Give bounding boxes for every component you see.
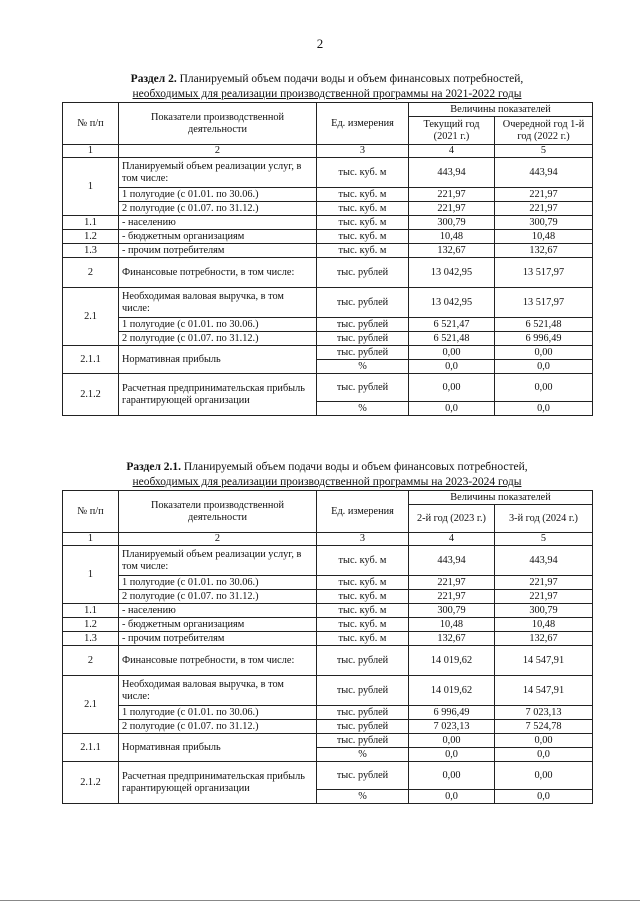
table-cell: 221,97: [495, 188, 593, 202]
table-cell: 13 042,95: [409, 288, 495, 318]
table-cell: 0,0: [409, 748, 495, 762]
table-cell: 2 полугодие (с 01.07. по 31.12.): [119, 720, 317, 734]
table-cell: тыс. рублей: [317, 374, 409, 402]
table-cell: %: [317, 360, 409, 374]
table-cell: 1 полугодие (с 01.01. по 30.06.): [119, 576, 317, 590]
table-cell: 2.1.2: [63, 762, 119, 804]
table-row: [63, 762, 593, 790]
table-cell: 4: [409, 533, 495, 546]
table-row: [63, 216, 593, 230]
table-cell: тыс. куб. м: [317, 618, 409, 632]
table-cell: 443,94: [409, 158, 495, 188]
table-cell: 1: [63, 533, 119, 546]
table-cell: - бюджетным организациям: [119, 618, 317, 632]
table-cell: 221,97: [495, 576, 593, 590]
table-cell: 6 521,48: [495, 318, 593, 332]
table-cell: 1.2: [63, 618, 119, 632]
table-cell: - прочим потребителям: [119, 244, 317, 258]
table-cell: 300,79: [495, 216, 593, 230]
table-cell: 13 042,95: [409, 258, 495, 288]
table-cell: 0,0: [409, 360, 495, 374]
table-row: [63, 576, 593, 590]
header-numbers-row: [63, 145, 593, 158]
table-cell: тыс. рублей: [317, 762, 409, 790]
table-cell: тыс. куб. м: [317, 632, 409, 646]
table-row: [63, 230, 593, 244]
table-cell: 7 023,13: [409, 720, 495, 734]
table-cell: 2.1.2: [63, 374, 119, 416]
table-cell: 1.3: [63, 244, 119, 258]
table-cell: 1 полугодие (с 01.01. по 30.06.): [119, 706, 317, 720]
table-cell: тыс. рублей: [317, 720, 409, 734]
table-cell: 132,67: [495, 244, 593, 258]
table-cell: 14 547,91: [495, 646, 593, 676]
table-cell: 2: [119, 145, 317, 158]
table-cell: тыс. куб. м: [317, 244, 409, 258]
table-cell: Нормативная прибыль: [119, 734, 317, 762]
table-cell: тыс. куб. м: [317, 216, 409, 230]
header-num: № п/п: [63, 491, 119, 533]
table-cell: тыс. куб. м: [317, 546, 409, 576]
table-cell: тыс. рублей: [317, 288, 409, 318]
table-cell: 132,67: [409, 632, 495, 646]
table-row: [63, 188, 593, 202]
table-cell: 1.2: [63, 230, 119, 244]
table-cell: 3: [317, 533, 409, 546]
indicators-table: [62, 490, 593, 804]
table-cell: Финансовые потребности, в том числе:: [119, 258, 317, 288]
table-cell: 6 996,49: [409, 706, 495, 720]
table-row: [63, 590, 593, 604]
section-2-1: [62, 460, 592, 804]
table-cell: 132,67: [495, 632, 593, 646]
table-cell: 0,00: [409, 734, 495, 748]
table-cell: тыс. куб. м: [317, 576, 409, 590]
table-cell: %: [317, 790, 409, 804]
table-cell: тыс. рублей: [317, 676, 409, 706]
table-cell: 221,97: [409, 590, 495, 604]
table-cell: тыс. куб. м: [317, 230, 409, 244]
table-row: [63, 318, 593, 332]
table-cell: 0,0: [495, 360, 593, 374]
table-cell: 443,94: [495, 546, 593, 576]
table-row: [63, 676, 593, 706]
table-cell: 6 996,49: [495, 332, 593, 346]
table-cell: 7 524,78: [495, 720, 593, 734]
table-cell: 10,48: [495, 230, 593, 244]
table-cell: 2: [119, 533, 317, 546]
table-cell: 0,00: [495, 762, 593, 790]
table-cell: тыс. рублей: [317, 706, 409, 720]
table-cell: 5: [495, 145, 593, 158]
header-indicator: Показатели производственной деятельности: [119, 491, 317, 533]
header-numbers-row: [63, 533, 593, 546]
page-bottom-rule: [0, 900, 640, 901]
table-cell: 221,97: [409, 188, 495, 202]
table-cell: тыс. куб. м: [317, 202, 409, 216]
table-row: [63, 158, 593, 188]
table-cell: 10,48: [409, 618, 495, 632]
table-cell: 300,79: [409, 604, 495, 618]
table-cell: - бюджетным организациям: [119, 230, 317, 244]
table-row: [63, 202, 593, 216]
table-cell: 13 517,97: [495, 288, 593, 318]
table-cell: 0,0: [495, 748, 593, 762]
table-cell: 221,97: [409, 202, 495, 216]
table-cell: 0,00: [409, 374, 495, 402]
page-number: 2: [316, 36, 324, 51]
table-row: [63, 646, 593, 676]
table-cell: 14 019,62: [409, 646, 495, 676]
table-cell: 3: [317, 145, 409, 158]
table-cell: 2.1.1: [63, 734, 119, 762]
table-cell: 443,94: [495, 158, 593, 188]
table-cell: 2 полугодие (с 01.07. по 31.12.): [119, 332, 317, 346]
table-cell: тыс. рублей: [317, 332, 409, 346]
table-cell: 1.3: [63, 632, 119, 646]
table-cell: 2.1: [63, 288, 119, 346]
table-cell: тыс. рублей: [317, 646, 409, 676]
table-cell: 0,0: [495, 790, 593, 804]
table-row: [63, 258, 593, 288]
table-cell: Раздел 2.: [130, 73, 177, 85]
table-row: [63, 632, 593, 646]
table-cell: 132,67: [409, 244, 495, 258]
table-cell: 4: [409, 145, 495, 158]
table-cell: 0,00: [495, 734, 593, 748]
header-unit: Ед. измерения: [317, 103, 409, 145]
table-cell: 14 547,91: [495, 676, 593, 706]
table-cell: тыс. куб. м: [317, 158, 409, 188]
table-cell: 300,79: [495, 604, 593, 618]
table-cell: 2 полугодие (с 01.07. по 31.12.): [119, 202, 317, 216]
table-cell: 5: [495, 533, 593, 546]
table-cell: 2.1: [63, 676, 119, 734]
header-col4: Текущий год (2021 г.): [409, 117, 495, 145]
table-cell: 1 полугодие (с 01.01. по 30.06.): [119, 188, 317, 202]
table-cell: 0,0: [409, 402, 495, 416]
header-indicator: Показатели производственной деятельности: [119, 103, 317, 145]
table-row: [63, 604, 593, 618]
table-row: [63, 374, 593, 402]
table-cell: 1.1: [63, 604, 119, 618]
table-cell: 221,97: [495, 590, 593, 604]
table-cell: 0,00: [495, 346, 593, 360]
table-cell: %: [317, 402, 409, 416]
table-row: [63, 244, 593, 258]
header-col4: 2-й год (2023 г.): [409, 505, 495, 533]
table-row: [63, 288, 593, 318]
table-cell: 0,00: [495, 374, 593, 402]
table-row: [63, 546, 593, 576]
table-row: [63, 720, 593, 734]
table-cell: 10,48: [409, 230, 495, 244]
table-cell: 0,0: [495, 402, 593, 416]
table-cell: тыс. рублей: [317, 734, 409, 748]
header-values: Величины показателей: [409, 491, 593, 505]
table-cell: необходимых для реализации производственной программы на 2021-2022 годы: [132, 88, 522, 100]
table-cell: 10,48: [495, 618, 593, 632]
table-cell: Необходимая валовая выручка, в том числе:: [119, 676, 317, 706]
table-cell: 221,97: [495, 202, 593, 216]
table-row: [63, 706, 593, 720]
table-cell: тыс. куб. м: [317, 188, 409, 202]
table-cell: 1.1: [63, 216, 119, 230]
table-cell: тыс. куб. м: [317, 604, 409, 618]
header-col5: 3-й год (2024 г.): [495, 505, 593, 533]
table-cell: Раздел 2.1.: [126, 461, 182, 473]
table-cell: Расчетная предпринимательская прибыль гарантирующей организации: [119, 762, 317, 804]
table-cell: Планируемый объем подачи воды и объем финансовых потребностей,: [183, 461, 528, 473]
table-cell: 1: [63, 546, 119, 604]
table-cell: 1: [63, 158, 119, 216]
table-cell: Финансовые потребности, в том числе:: [119, 646, 317, 676]
table-cell: %: [317, 748, 409, 762]
table-cell: 6 521,48: [409, 332, 495, 346]
header-unit: Ед. измерения: [317, 491, 409, 533]
table-cell: - прочим потребителям: [119, 632, 317, 646]
section-title: [62, 460, 592, 490]
table-cell: 13 517,97: [495, 258, 593, 288]
table-cell: 0,00: [409, 346, 495, 360]
table-cell: Планируемый объем реализации услуг, в том числе:: [119, 546, 317, 576]
table-cell: 300,79: [409, 216, 495, 230]
table-cell: 2 полугодие (с 01.07. по 31.12.): [119, 590, 317, 604]
table-cell: тыс. рублей: [317, 258, 409, 288]
table-cell: 221,97: [409, 576, 495, 590]
table-cell: тыс. рублей: [317, 346, 409, 360]
table-cell: 2: [63, 258, 119, 288]
table-cell: Планируемый объем подачи воды и объем финансовых потребностей,: [179, 73, 524, 85]
table-row: [63, 734, 593, 748]
table-cell: тыс. рублей: [317, 318, 409, 332]
table-cell: Нормативная прибыль: [119, 346, 317, 374]
table-cell: 2.1.1: [63, 346, 119, 374]
table-cell: Необходимая валовая выручка, в том числе:: [119, 288, 317, 318]
table-cell: тыс. куб. м: [317, 590, 409, 604]
header-num: № п/п: [63, 103, 119, 145]
table-cell: Расчетная предпринимательская прибыль гарантирующей организации: [119, 374, 317, 416]
header-values: Величины показателей: [409, 103, 593, 117]
table-row: [63, 618, 593, 632]
table-cell: Планируемый объем реализации услуг, в том числе:: [119, 158, 317, 188]
table-cell: необходимых для реализации производственной программы на 2023-2024 годы: [132, 476, 522, 488]
table-cell: 14 019,62: [409, 676, 495, 706]
table-cell: 2: [63, 646, 119, 676]
table-cell: 1: [63, 145, 119, 158]
table-cell: 7 023,13: [495, 706, 593, 720]
section-title: [62, 72, 592, 102]
table-row: [63, 346, 593, 360]
table-cell: 0,00: [409, 762, 495, 790]
section-2: [62, 72, 592, 416]
header-col5: Очередной год 1-й год (2022 г.): [495, 117, 593, 145]
table-cell: 6 521,47: [409, 318, 495, 332]
table-cell: - населению: [119, 216, 317, 230]
table-row: [63, 332, 593, 346]
table-cell: 1 полугодие (с 01.01. по 30.06.): [119, 318, 317, 332]
table-cell: 443,94: [409, 546, 495, 576]
indicators-table: [62, 102, 593, 416]
table-cell: - населению: [119, 604, 317, 618]
table-cell: 0,0: [409, 790, 495, 804]
